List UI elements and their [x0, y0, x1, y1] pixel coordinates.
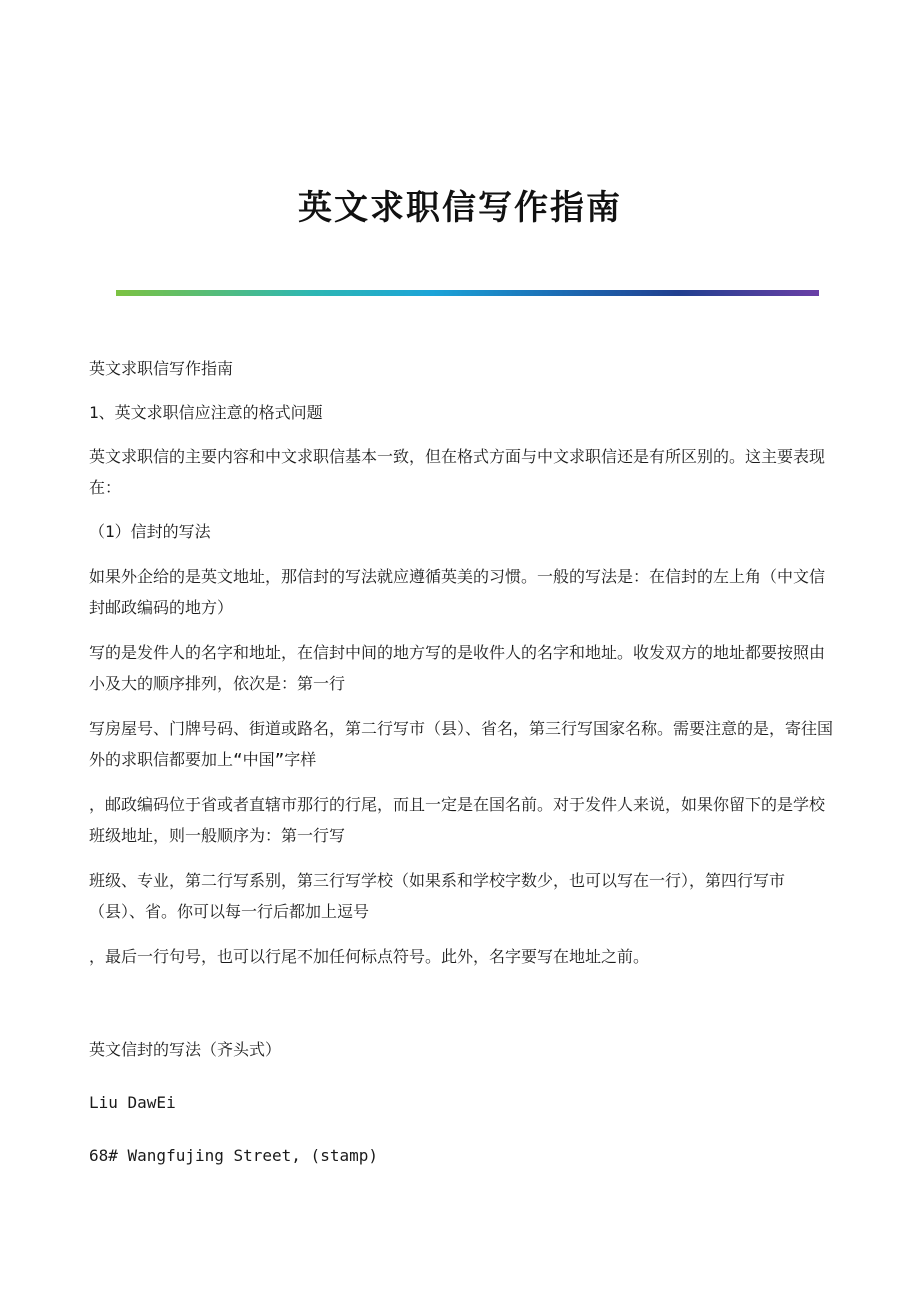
paragraph-subsection-1: （1）信封的写法: [89, 522, 211, 541]
example-sender-street: 68# Wangfujing Street, (stamp): [89, 1146, 378, 1165]
paragraph-envelope-5: 班级、专业，第二行写系别，第三行写学校（如果系和学校字数少，也可以写在一行），第四行写市（县）、省。你可以每一行后都加上逗号: [89, 871, 786, 921]
paragraph-section-1: 1、英文求职信应注意的格式问题: [89, 403, 323, 422]
paragraph-envelope-2: 写的是发件人的名字和地址，在信封中间的地方写的是收件人的名字和地址。收发双方的地址都要按照由小及大的顺序排列，依次是：第一行: [89, 643, 826, 693]
example-sender-name: Liu DawEi: [89, 1093, 176, 1112]
document-body: [89, 353, 834, 1171]
paragraph-envelope-1: 如果外企给的是英文地址，那信封的写法就应遵循英美的习惯。一般的写法是：在信封的左上角（中文信封邮政编码的地方）: [89, 567, 826, 617]
paragraph-envelope-3: 写房屋号、门牌号码、街道或路名，第二行写市（县）、省名，第三行写国家名称。需要注意的是，寄往国外的求职信都要加上“中国”字样: [89, 719, 834, 769]
paragraph-heading: 英文求职信写作指南: [89, 359, 234, 378]
document-title: 英文求职信写作指南: [298, 188, 622, 228]
paragraph-envelope-6: ，最后一行句号，也可以行尾不加任何标点符号。此外，名字要写在地址之前。: [89, 947, 650, 966]
paragraph-intro: 英文求职信的主要内容和中文求职信基本一致，但在格式方面与中文求职信还是有所区别的。这主要表现在：: [89, 447, 826, 497]
title-divider: [116, 290, 819, 296]
paragraph-envelope-4: ，邮政编码位于省或者直辖市那行的行尾，而且一定是在国名前。对于发件人来说，如果你留下的是学校班级地址，则一般顺序为：第一行写: [89, 795, 826, 845]
paragraph-envelope-example-heading: 英文信封的写法（齐头式）: [89, 1040, 282, 1059]
